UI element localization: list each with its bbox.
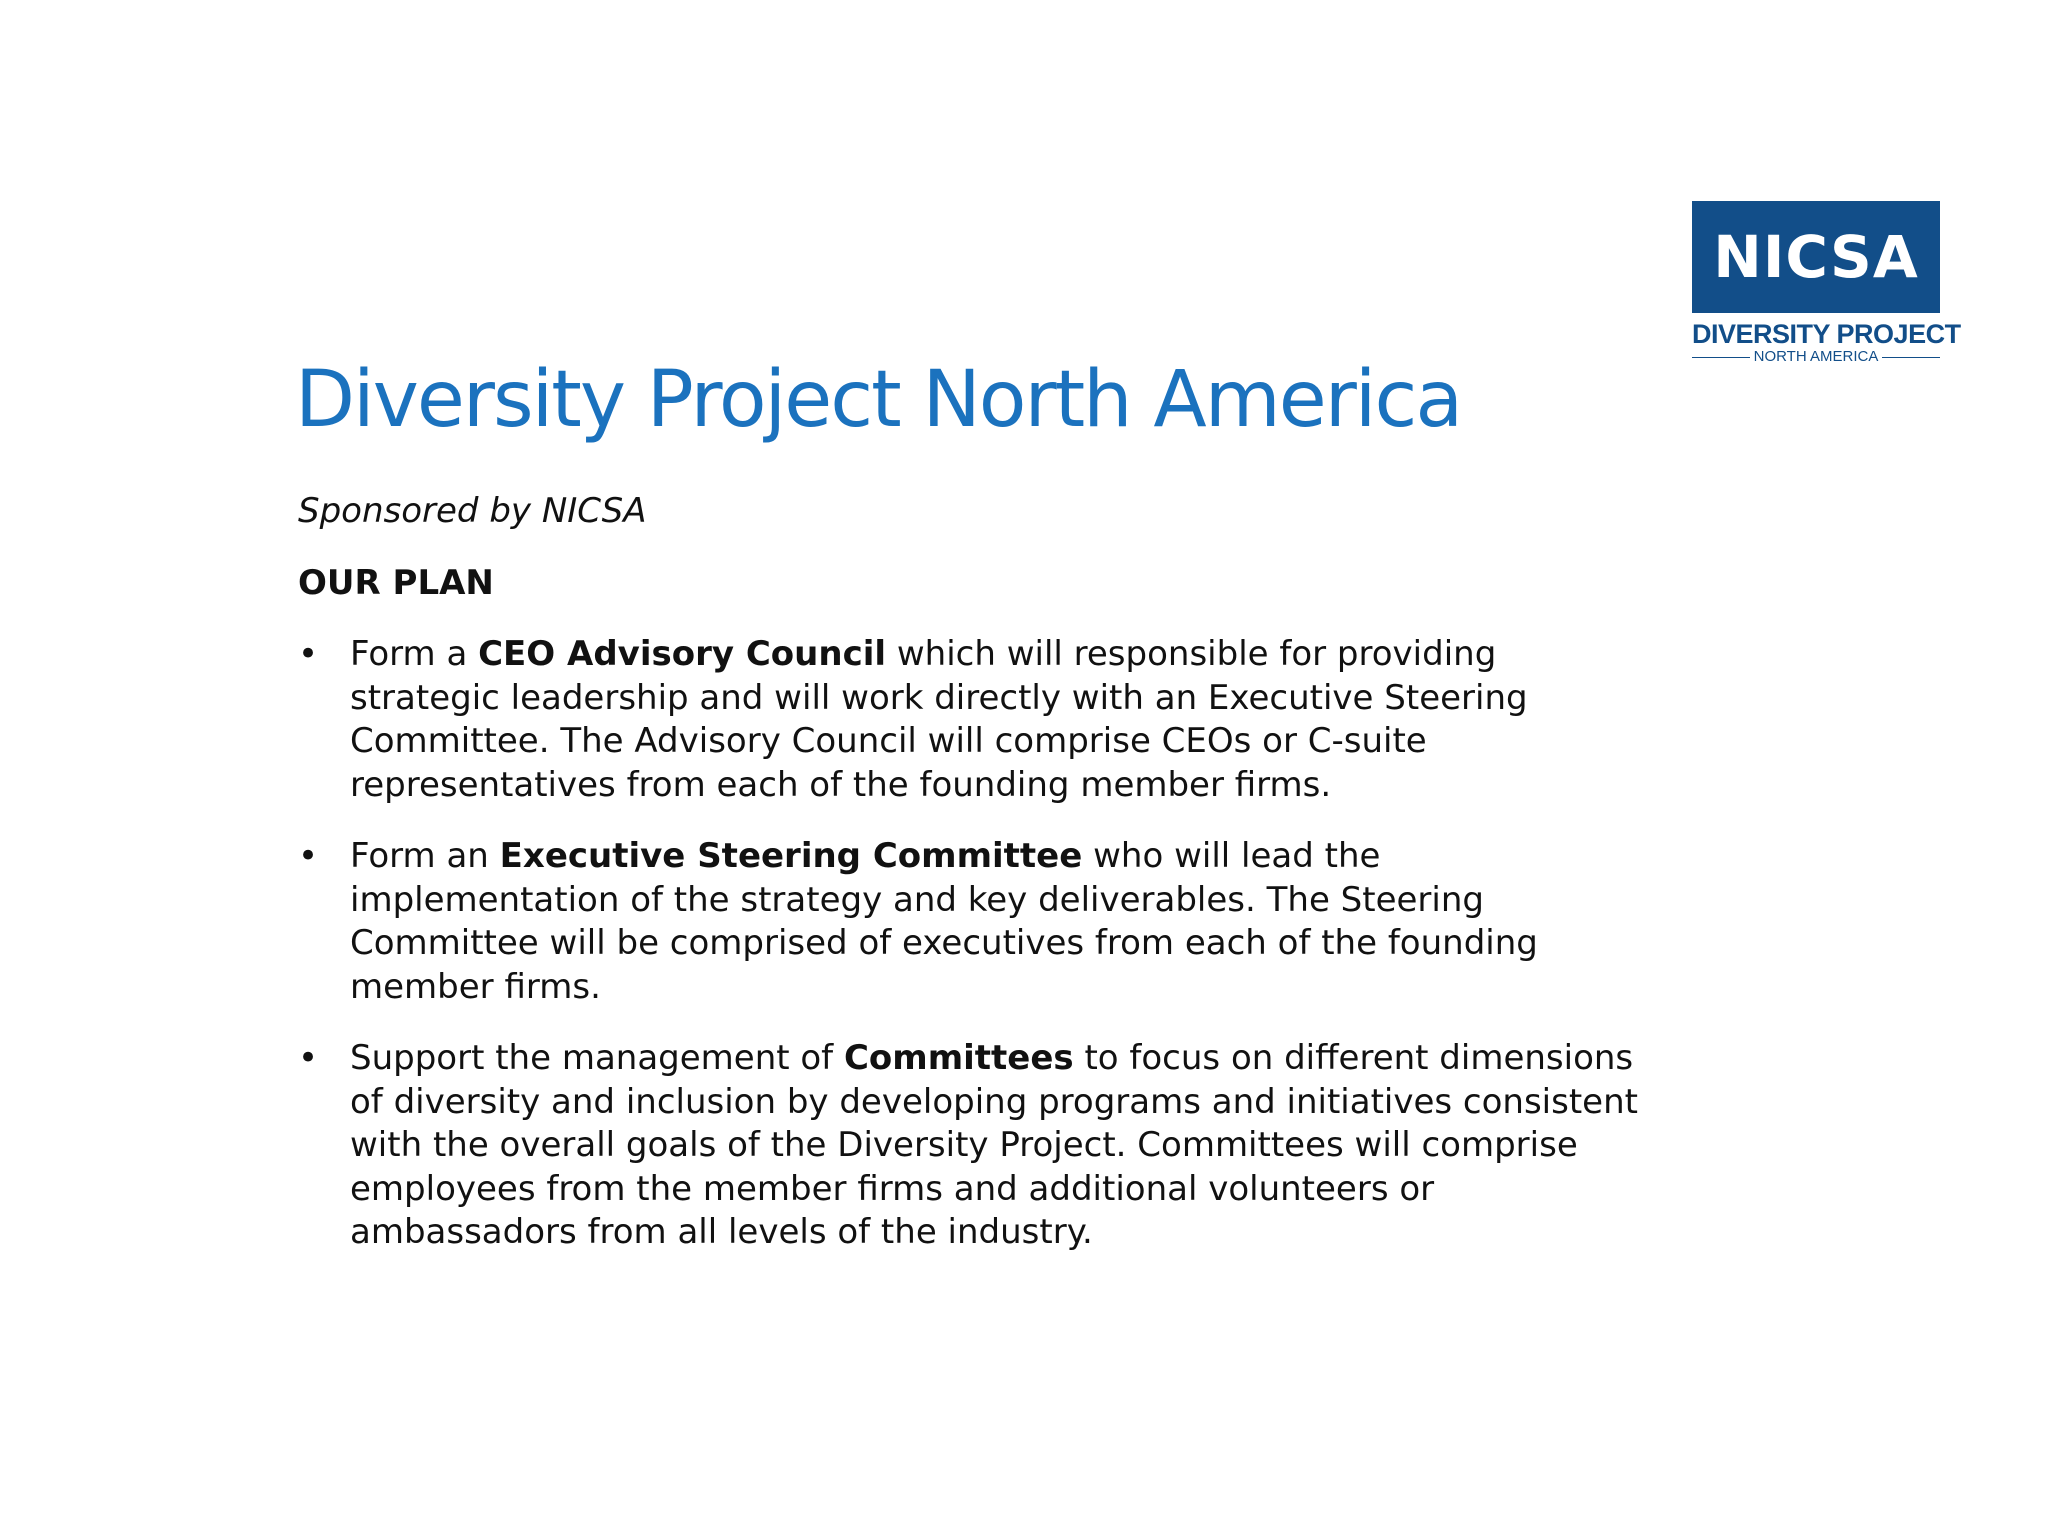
- bullet-text-bold: CEO Advisory Council: [478, 634, 887, 674]
- logo-rule-right: [1882, 357, 1940, 358]
- logo-subline: [1692, 349, 1940, 365]
- bullet-text-bold: Executive Steering Committee: [499, 836, 1083, 876]
- logo-tagline: DIVERSITY PROJECT: [1692, 319, 1961, 349]
- nicsa-logo: [1692, 201, 1961, 365]
- bullet-text-post: which will responsible for providing strategic leadership and will work directly with an Executive Steering Committee. The Advisory Council will comprise CEOs or C-suite representatives from each of the founding member firms.: [350, 634, 1528, 805]
- plan-bullet: [298, 633, 1638, 807]
- bullet-text-post: who will lead the implementation of the strategy and key deliverables. The Steering Committee will be comprised of executives from each of the founding member firms.: [350, 836, 1538, 1007]
- plan-bullet: [298, 835, 1638, 1009]
- bullet-text-pre: Form an: [350, 836, 500, 876]
- bullet-text-bold: Committees: [843, 1038, 1074, 1078]
- bullet-text-pre: Form a: [350, 634, 479, 674]
- bullet-text-post: to focus on different dimensions of diversity and inclusion by developing programs and initiatives consistent with the overall goals of the Diversity Project. Committees will comprise employees from the member firms and additional volunteers or ambassadors from all levels of the industry.: [350, 1038, 1638, 1252]
- slide-title: Diversity Project North America: [295, 355, 1462, 445]
- plan-bullet: [298, 1037, 1638, 1255]
- bullet-icon: •: [298, 836, 319, 876]
- plan-heading: OUR PLAN: [298, 562, 494, 603]
- bullet-text-pre: Support the management of: [350, 1038, 844, 1078]
- logo-subtitle: NORTH AMERICA: [1753, 348, 1879, 365]
- slide-body: [298, 490, 1638, 1283]
- bullet-icon: •: [298, 634, 319, 674]
- logo-wordmark: NICSA: [1692, 201, 1940, 313]
- sponsor-line: Sponsored by NICSA: [298, 491, 647, 531]
- logo-rule-left: [1692, 357, 1750, 358]
- plan-bullet-list: [298, 633, 1638, 1255]
- bullet-icon: •: [298, 1038, 319, 1078]
